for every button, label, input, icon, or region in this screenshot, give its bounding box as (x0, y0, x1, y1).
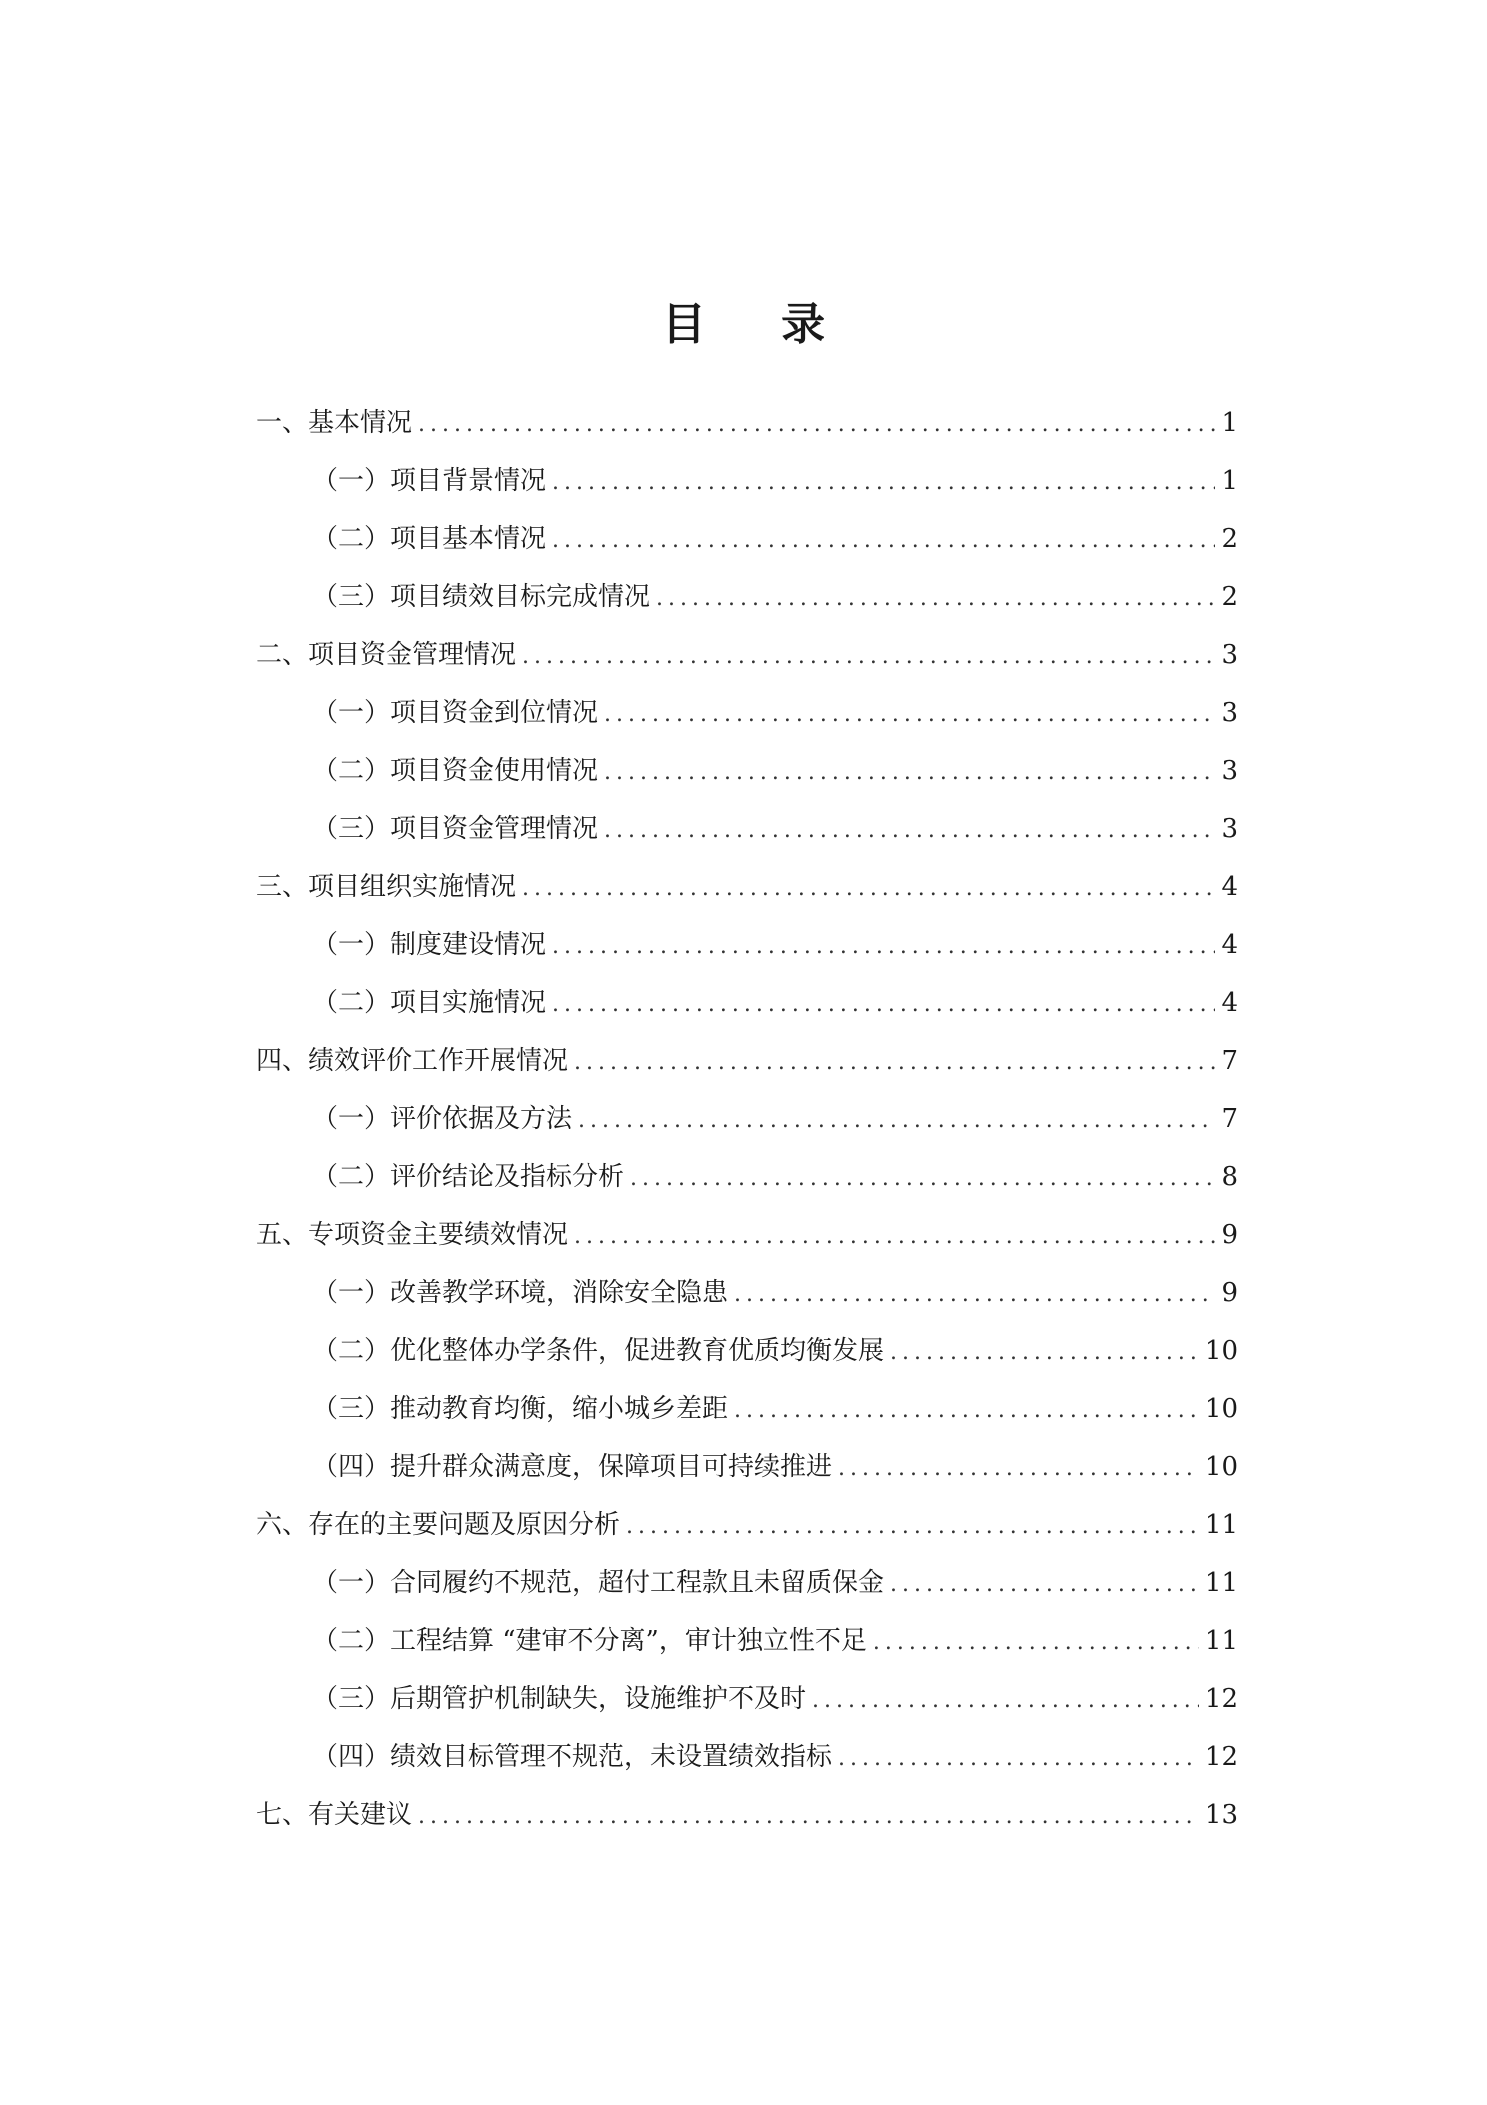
toc-entry[interactable] (256, 1148, 1238, 1206)
toc-entry-title: （三）项目绩效目标完成情况 (312, 582, 651, 612)
toc-dot-leader (734, 1266, 1215, 1324)
toc-entry-title: （二）评价结论及指标分析 (312, 1162, 625, 1192)
toc-entry[interactable] (256, 742, 1238, 800)
toc-dot-leader (734, 1382, 1199, 1440)
toc-page-number: 3 (1221, 640, 1238, 670)
toc-entry[interactable] (256, 568, 1238, 626)
toc-page-number: 1 (1221, 466, 1238, 496)
toc-entry-title: （一）评价依据及方法 (312, 1104, 573, 1134)
toc-entry[interactable] (256, 684, 1238, 742)
toc-entry[interactable] (256, 452, 1238, 510)
toc-page-number: 12 (1204, 1684, 1238, 1714)
toc-entry-title: （一）改善教学环境，消除安全隐患 (312, 1278, 729, 1308)
toc-entry-title: 四、绩效评价工作开展情况 (256, 1046, 569, 1076)
toc-dot-leader (838, 1730, 1199, 1788)
toc-page-number: 9 (1221, 1220, 1238, 1250)
toc-entry-title: （二）优化整体办学条件，促进教育优质均衡发展 (312, 1336, 885, 1366)
toc-entry[interactable] (256, 858, 1238, 916)
toc-page-number: 10 (1204, 1394, 1238, 1424)
toc-dot-leader (552, 918, 1215, 976)
toc-entry-title: 三、项目组织实施情况 (256, 872, 517, 902)
toc-dot-leader (604, 686, 1215, 744)
toc-dot-leader (522, 628, 1215, 686)
toc-entry[interactable] (256, 1612, 1238, 1670)
toc-entry[interactable] (256, 626, 1238, 684)
toc-entry[interactable] (256, 800, 1238, 858)
toc-dot-leader (418, 1788, 1199, 1846)
toc-page-number: 9 (1221, 1278, 1238, 1308)
toc-entry[interactable] (256, 1264, 1238, 1322)
toc-dot-leader (604, 744, 1215, 802)
toc-page-number: 1 (1221, 408, 1238, 438)
toc-dot-leader (890, 1556, 1199, 1614)
toc-entry-title: （四）提升群众满意度，保障项目可持续推进 (312, 1452, 833, 1482)
toc-entry[interactable] (256, 1728, 1238, 1786)
toc-entry-title: （一）项目资金到位情况 (312, 698, 599, 728)
toc-page-number: 7 (1221, 1104, 1238, 1134)
toc-entry-title: （三）推动教育均衡，缩小城乡差距 (312, 1394, 729, 1424)
toc-page-number: 4 (1221, 930, 1238, 960)
toc-entry-title: 二、项目资金管理情况 (256, 640, 517, 670)
toc-dot-leader (873, 1614, 1199, 1672)
toc-page-number: 2 (1221, 524, 1238, 554)
toc-page-number: 13 (1204, 1800, 1238, 1830)
toc-entry[interactable] (256, 1090, 1238, 1148)
toc-entry-title: （三）项目资金管理情况 (312, 814, 599, 844)
toc-entry-title: （四）绩效目标管理不规范，未设置绩效指标 (312, 1742, 833, 1772)
toc-dot-leader (552, 976, 1215, 1034)
toc-entry-title: （三）后期管护机制缺失，设施维护不及时 (312, 1684, 807, 1714)
toc-entry[interactable] (256, 1438, 1238, 1496)
toc-dot-leader (552, 512, 1215, 570)
toc-page-number: 10 (1204, 1336, 1238, 1366)
toc-entry[interactable] (256, 1322, 1238, 1380)
toc-dot-leader (578, 1092, 1215, 1150)
toc-dot-leader (418, 396, 1215, 454)
toc-dot-leader (630, 1150, 1215, 1208)
toc-page-number: 3 (1221, 814, 1238, 844)
toc-page-number: 3 (1221, 756, 1238, 786)
toc-entry-title: （一）项目背景情况 (312, 466, 547, 496)
toc-dot-leader (626, 1498, 1199, 1556)
toc-entry-title: （二）项目实施情况 (312, 988, 547, 1018)
toc-entry-title: （二）项目资金使用情况 (312, 756, 599, 786)
toc-entry-title: （二）工程结算 “建审不分离”，审计独立性不足 (312, 1626, 867, 1656)
toc-dot-leader (604, 802, 1215, 860)
toc-page-number: 2 (1221, 582, 1238, 612)
toc-entry-title: 六、存在的主要问题及原因分析 (256, 1510, 621, 1540)
toc-page-number: 3 (1221, 698, 1238, 728)
toc-dot-leader (574, 1034, 1215, 1092)
toc-dot-leader (890, 1324, 1199, 1382)
toc-entry[interactable] (256, 510, 1238, 568)
toc-entry[interactable] (256, 1032, 1238, 1090)
toc-entry[interactable] (256, 1380, 1238, 1438)
toc-dot-leader (574, 1208, 1215, 1266)
toc-page-number: 8 (1221, 1162, 1238, 1192)
toc-entry-title: （一）合同履约不规范，超付工程款且未留质保金 (312, 1568, 885, 1598)
toc-entry-title: 五、专项资金主要绩效情况 (256, 1220, 569, 1250)
toc-dot-leader (656, 570, 1215, 628)
toc-page-number: 11 (1204, 1568, 1238, 1598)
toc-entry[interactable] (256, 1206, 1238, 1264)
toc-entry[interactable] (256, 974, 1238, 1032)
toc-entry-title: （二）项目基本情况 (312, 524, 547, 554)
page-title: 目 录 (661, 299, 856, 350)
toc-entry[interactable] (256, 916, 1238, 974)
toc-page-number: 4 (1221, 988, 1238, 1018)
toc-entry[interactable] (256, 1786, 1238, 1844)
toc-page-number: 10 (1204, 1452, 1238, 1482)
toc-entry[interactable] (256, 1670, 1238, 1728)
toc-entry-title: 一、基本情况 (256, 408, 413, 438)
toc-entry-title: （一）制度建设情况 (312, 930, 547, 960)
toc-page-number: 12 (1204, 1742, 1238, 1772)
toc-page-number: 7 (1221, 1046, 1238, 1076)
toc-page-number: 11 (1204, 1510, 1238, 1540)
toc-entry-title: 七、有关建议 (256, 1800, 413, 1830)
toc-dot-leader (522, 860, 1215, 918)
toc-entry[interactable] (256, 1554, 1238, 1612)
toc-entry[interactable] (256, 1496, 1238, 1554)
table-of-contents (256, 394, 1238, 1844)
toc-dot-leader (812, 1672, 1199, 1730)
toc-dot-leader (552, 454, 1215, 512)
toc-page-number: 11 (1204, 1626, 1238, 1656)
toc-dot-leader (838, 1440, 1199, 1498)
toc-entry[interactable] (256, 394, 1238, 452)
toc-page-number: 4 (1221, 872, 1238, 902)
